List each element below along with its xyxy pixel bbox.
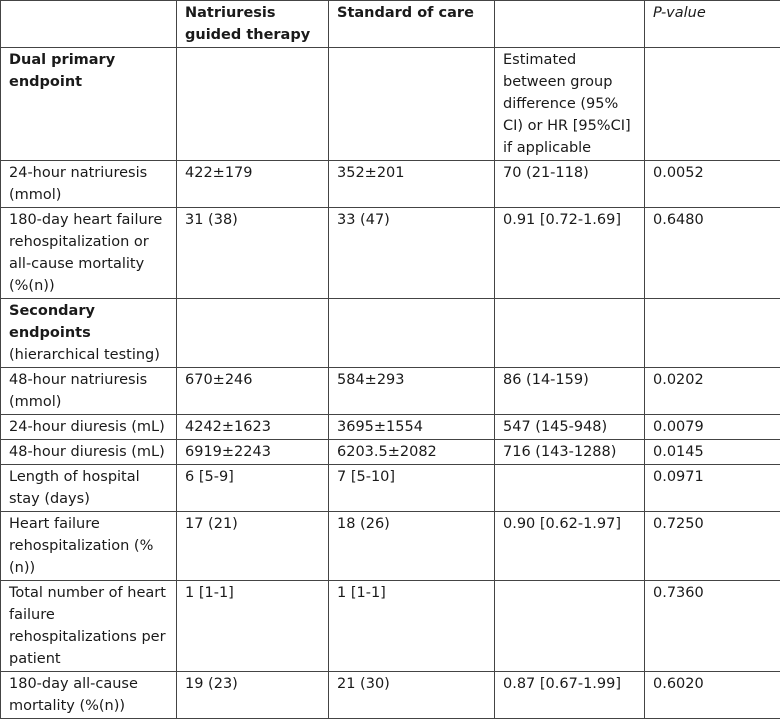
row-label: 180-day heart failure rehospitalization or all-cause mortality (%(n)) [1,208,177,299]
cell-soc: 352±201 [329,161,495,208]
row-label: 24-hour diuresis (mL) [1,415,177,440]
row-label: 24-hour natriuresis (mmol) [1,161,177,208]
cell-ngt: 422±179 [177,161,329,208]
cell-ngt: 4242±1623 [177,415,329,440]
cell-p: 0.7250 [645,512,780,581]
section-secondary-title: Secondary endpoints [9,303,95,341]
cell-p: 0.0145 [645,440,780,465]
table-row [1,465,780,512]
cell-ngt: 6919±2243 [177,440,329,465]
cell-p: 0.0971 [645,465,780,512]
header-row [1,1,780,48]
cell-p: 0.0079 [645,415,780,440]
row-label: 180-day all-cause mortality (%(n)) [1,672,177,719]
cell-diff [495,581,645,672]
table-row [1,672,780,719]
cell-diff: 0.90 [0.62-1.97] [495,512,645,581]
table-row [1,161,780,208]
table-row [1,512,780,581]
empty-cell [329,48,495,161]
cell-ngt: 17 (21) [177,512,329,581]
row-label: Length of hospital stay (days) [1,465,177,512]
header-difference [495,1,645,48]
cell-diff: 0.91 [0.72-1.69] [495,208,645,299]
empty-cell [177,48,329,161]
row-label: 48-hour diuresis (mL) [1,440,177,465]
section-primary-title: Dual primary endpoint [1,48,177,161]
table-row [1,440,780,465]
cell-ngt: 1 [1-1] [177,581,329,672]
header-natriuresis-guided: Natriuresis guided therapy [177,1,329,48]
cell-diff [495,465,645,512]
section-secondary-subtitle: (hierarchical testing) [9,347,160,363]
section-secondary-cell [1,299,177,368]
section-primary-row [1,48,780,161]
empty-cell [177,299,329,368]
cell-p: 0.0202 [645,368,780,415]
cell-ngt: 19 (23) [177,672,329,719]
empty-cell [645,48,780,161]
cell-soc: 7 [5-10] [329,465,495,512]
cell-diff: 716 (143-1288) [495,440,645,465]
cell-diff: 86 (14-159) [495,368,645,415]
header-standard-of-care: Standard of care [329,1,495,48]
table-row [1,581,780,672]
cell-p: 0.0052 [645,161,780,208]
cell-p: 0.6020 [645,672,780,719]
cell-ngt: 31 (38) [177,208,329,299]
cell-soc: 1 [1-1] [329,581,495,672]
empty-cell [645,299,780,368]
cell-soc: 6203.5±2082 [329,440,495,465]
section-secondary-row [1,299,780,368]
table-row [1,208,780,299]
row-label: Heart failure rehospitalization (%(n)) [1,512,177,581]
cell-diff: 70 (21-118) [495,161,645,208]
empty-cell [329,299,495,368]
cell-ngt: 6 [5-9] [177,465,329,512]
cell-soc: 18 (26) [329,512,495,581]
empty-cell [495,299,645,368]
header-p-value: P-value [645,1,780,48]
cell-soc: 21 (30) [329,672,495,719]
header-col-label [1,1,177,48]
section-primary-note: Estimated between group difference (95% CI) or HR [95%CI] if applicable [495,48,645,161]
cell-diff: 0.87 [0.67-1.99] [495,672,645,719]
cell-p: 0.7360 [645,581,780,672]
cell-soc: 3695±1554 [329,415,495,440]
row-label: 48-hour natriuresis (mmol) [1,368,177,415]
cell-ngt: 670±246 [177,368,329,415]
cell-soc: 584±293 [329,368,495,415]
table-row [1,415,780,440]
cell-p: 0.6480 [645,208,780,299]
table-row [1,368,780,415]
cell-diff: 547 (145-948) [495,415,645,440]
cell-soc: 33 (47) [329,208,495,299]
row-label: Total number of heart failure rehospitalizations per patient [1,581,177,672]
